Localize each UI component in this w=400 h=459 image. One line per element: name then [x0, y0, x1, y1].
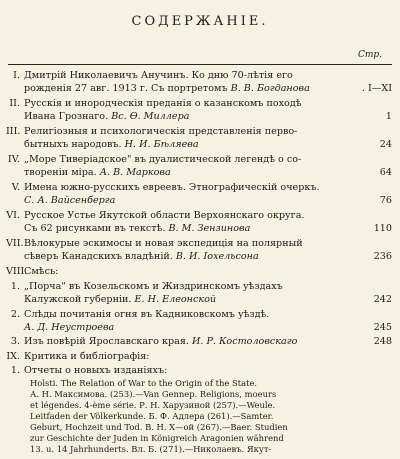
- toc-entry-5-line-1: V. Имена южно-русскихъ евреевъ. Этнографическій очеркъ.: [11, 182, 320, 193]
- toc-entry-6-line-1: VI. Русское Устье Якутской области Верхоянскаго округа.: [6, 210, 305, 221]
- toc-entry-4-line-2: твореніи міра. А. В. Маркова 64: [24, 167, 392, 178]
- top-rule: [8, 64, 392, 65]
- toc-subentry-8-1-line-2: Калужской губерніи. Е. Н. Елеонской 242: [24, 294, 392, 305]
- review-line: 13. u. 14 Jahrhunderts. Вл. Б. (271).—Николаевъ. Якут-: [30, 444, 272, 454]
- toc-entry-7-line-1: VII. Вѣлокурые эскимосы и новая экспедиція на полярный: [6, 238, 303, 249]
- review-line: А. Н. Максимова. (253).—Van Gennep. Religions, moeurs: [30, 389, 277, 399]
- toc-entry-1-line-1: I. Дмитрій Николаевичъ Анучинъ. Ко дню 70-лѣтія его: [13, 70, 293, 81]
- review-line: Leitfaden der Völkerkunde. Б. Ф. Адлера (261).—Samter.: [30, 411, 274, 421]
- toc-entry-9-heading: IX. Критика и библіографія:: [6, 351, 150, 362]
- toc-subentry-8-1-line-1: 1. „Порча" въ Козельскомъ и Жиздринскомъ уѣздахъ: [10, 281, 283, 292]
- toc-entry-6-line-2: Съ 62 рисунками въ текстѣ. В. М. Зензинова 110: [24, 223, 392, 234]
- toc-entry-5-line-2: С. А. Вайсенберга 76: [24, 195, 392, 206]
- page-column-label: Стр.: [357, 50, 382, 60]
- toc-entry-2-line-2: Ивана Грознаго. Вс. Ѳ. Миллера 1: [24, 111, 392, 122]
- toc-entry-4-line-1: IV. „Море Тиверіадское" въ дуалистической легендѣ о со-: [7, 154, 302, 165]
- review-line: et légendes. 4-ème série. Р. Н. Харузиной (257).—Weule.: [30, 400, 276, 410]
- toc-subentry-8-2-line-1: 2. Слѣды почитанія огня въ Кадниковскомъ уѣздѣ.: [10, 309, 270, 320]
- toc-subentry-8-3: 3. Изъ повѣрій Ярославскаго края. И. Р. Костоловскаго 248: [10, 336, 392, 347]
- toc-subentry-9-1: 1. Отчеты о новыхъ изданіяхъ:: [10, 365, 168, 376]
- review-line: Holsti. The Relation of War to the Origin of the State.: [30, 378, 258, 388]
- toc-entry-3-line-2: бытныхъ народовъ. Н. И. Бѣляева 24: [24, 139, 392, 150]
- toc-entry-7-line-2: сѣверъ Канадскихъ владѣній. В. И. Іохельсона 236: [24, 251, 392, 262]
- review-line: zur Geschichte der Juden in Königreich Aragonien während: [30, 433, 284, 443]
- toc-entry-3-line-1: III. Религіозныя и психологическія представленія перво-: [6, 126, 298, 137]
- page-title: СОДЕРЖАНІЕ.: [131, 14, 269, 29]
- toc-subentry-8-2-line-2: А. Д. Неустроева 245: [24, 322, 392, 333]
- toc-entry-2-line-1: II. Русскія и инородческія преданія о казанскомъ походѣ: [9, 98, 302, 109]
- toc-entry-1-line-2: рожденія 27 авг. 1913 г. Съ портретомъ В. В. Богданова . I—XI: [24, 83, 392, 94]
- toc-entry-8-heading: VIII. Смѣсь:: [6, 266, 59, 277]
- review-line: Geburt, Hochzeit und Tod. В. Н. Х—ой (267).—Baer. Studien: [30, 422, 288, 432]
